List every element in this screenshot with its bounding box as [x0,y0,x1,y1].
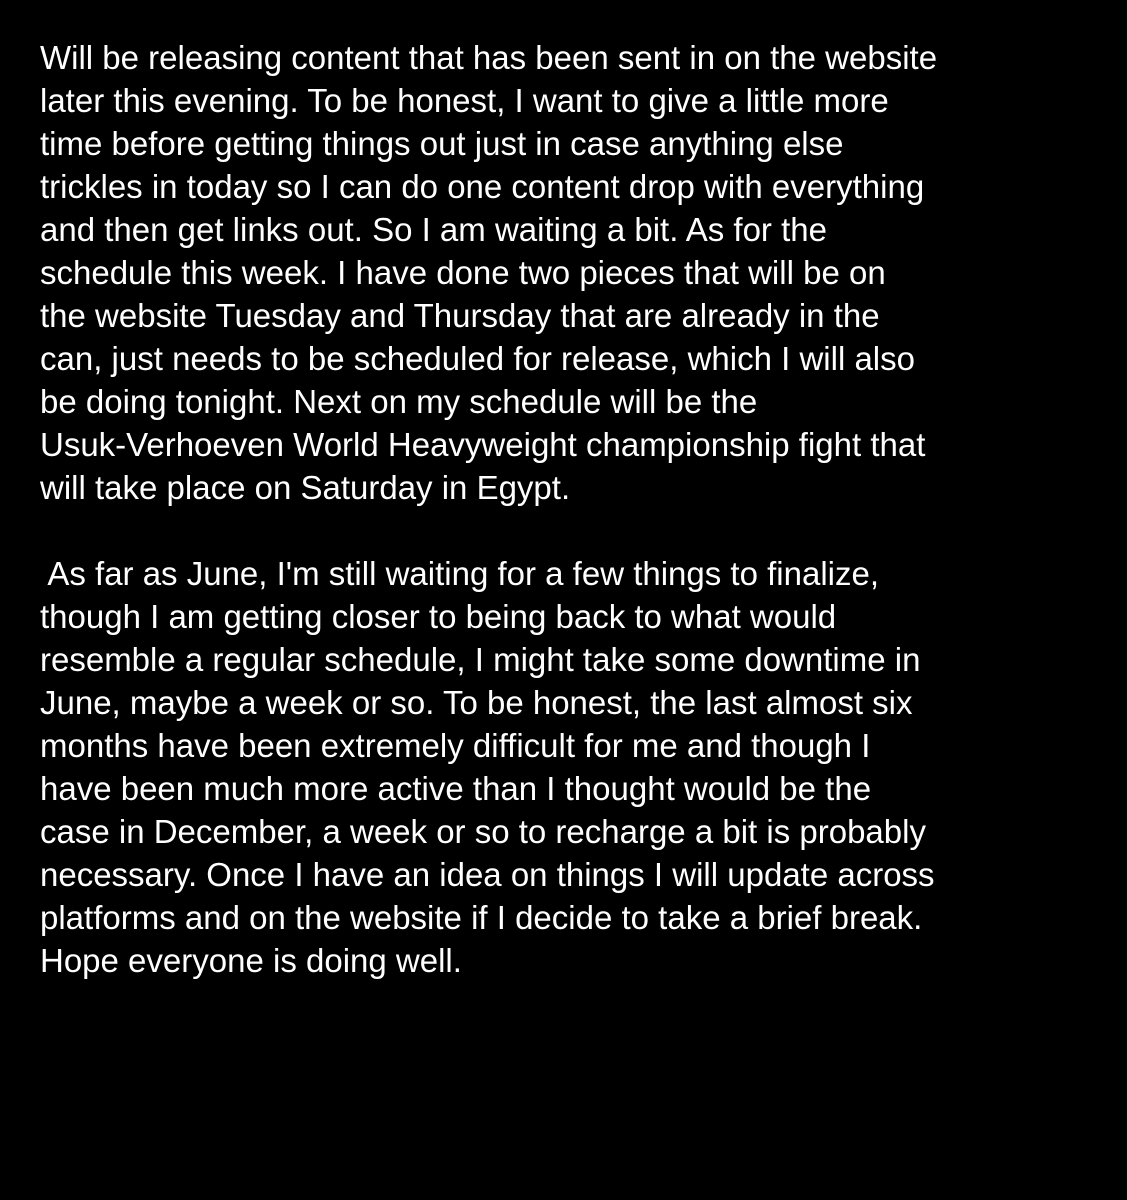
text-line: resemble a regular schedule, I might take some downtime in [40,641,921,678]
text-line: necessary. Once I have an idea on things I will update across [40,856,935,893]
text-line: As far as June, I'm still waiting for a few things to finalize, [40,555,880,592]
paragraph-june-update [40,552,1110,982]
text-line: be doing tonight. Next on my schedule will be the [40,383,758,420]
note-text [40,36,1110,982]
text-line: have been much more active than I thought would be the [40,770,872,807]
text-line: trickles in today so I can do one content drop with everything [40,168,925,205]
text-line: the website Tuesday and Thursday that are already in the [40,297,880,334]
text-line: Usuk-Verhoeven World Heavyweight championship fight that [40,426,926,463]
text-line: schedule this week. I have done two pieces that will be on [40,254,886,291]
text-line: can, just needs to be scheduled for release, which I will also [40,340,915,377]
text-line: will take place on Saturday in Egypt. [40,469,571,506]
text-line: June, maybe a week or so. To be honest, the last almost six [40,684,913,721]
text-line: Will be releasing content that has been sent in on the website [40,39,938,76]
text-line: case in December, a week or so to recharge a bit is probably [40,813,926,850]
text-line: platforms and on the website if I decide to take a brief break. [40,899,923,936]
text-line: time before getting things out just in case anything else [40,125,844,162]
text-line: though I am getting closer to being back to what would [40,598,837,635]
text-line: Hope everyone is doing well. [40,942,462,979]
text-line: later this evening. To be honest, I want to give a little more [40,82,889,119]
text-line: and then get links out. So I am waiting a bit. As for the [40,211,827,248]
text-line: months have been extremely difficult for me and though I [40,727,871,764]
paragraph-content-schedule [40,36,1110,509]
